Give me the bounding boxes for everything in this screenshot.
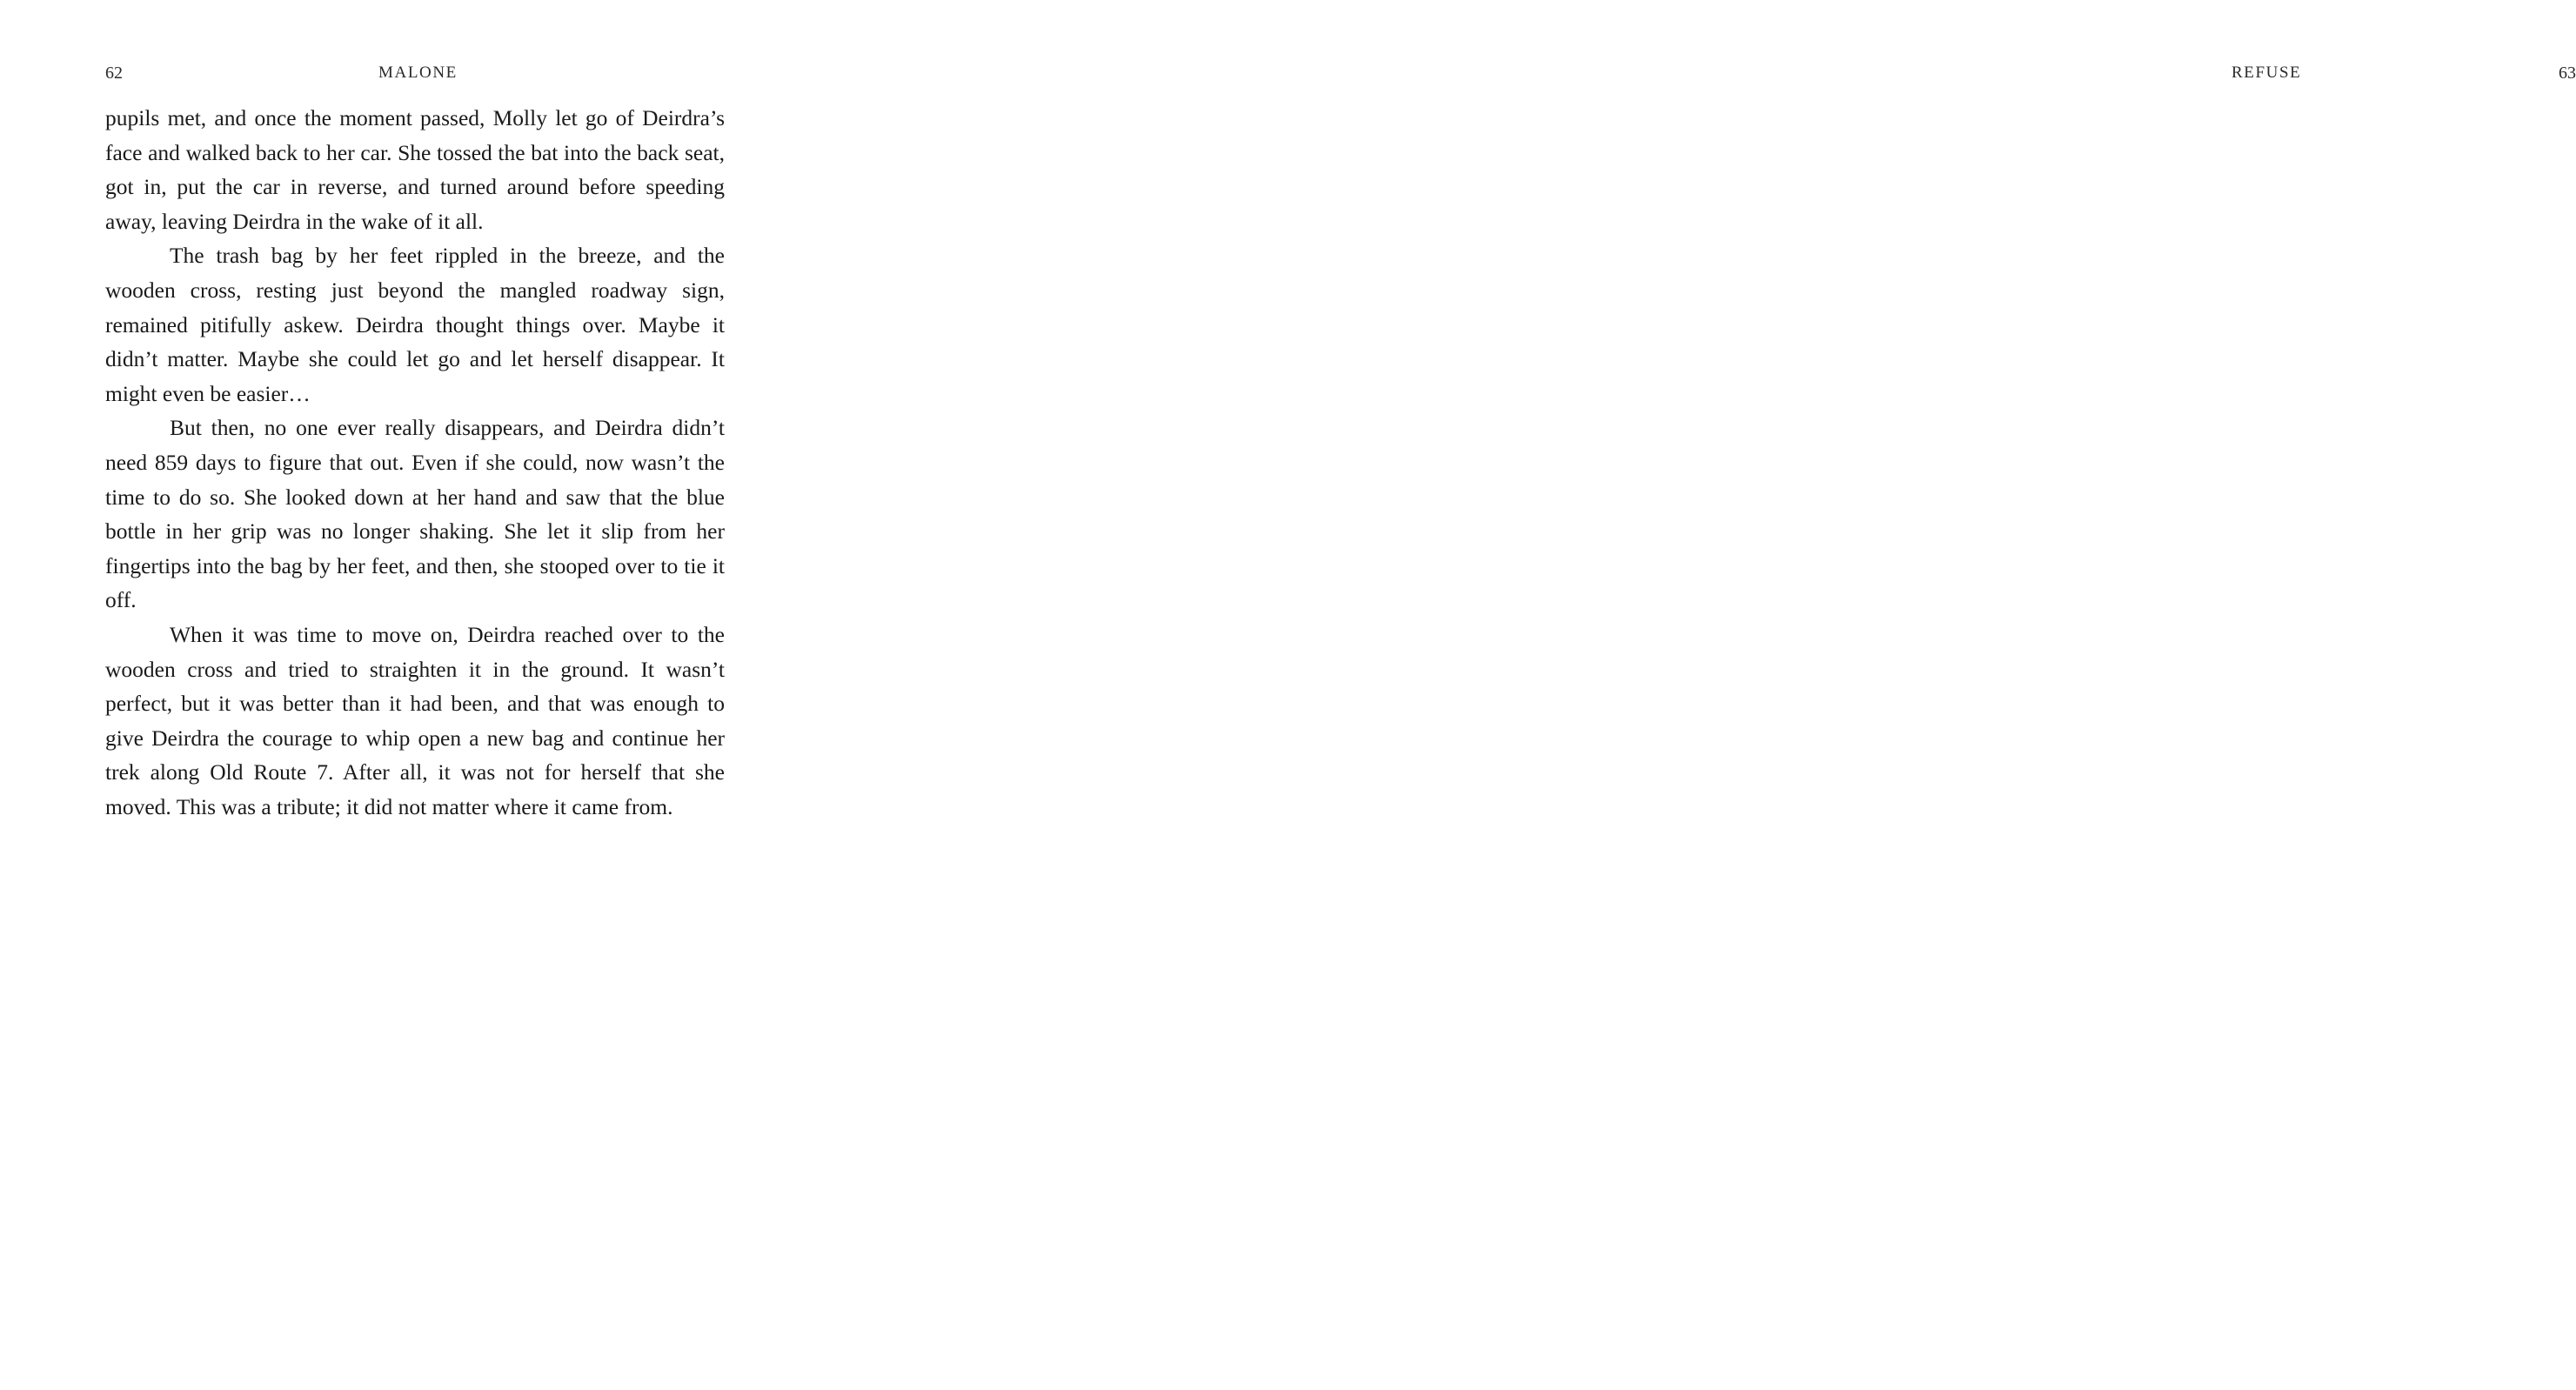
paragraph: But then, no one ever really disappears, and Deirdra didn’t need 859 days to figure that out. Even if she could, now wasn’t the time to do so. She looked down at her hand and saw that the blue bottle in her grip was no longer shaking. She let it slip from her fingertips into the bag by her feet, and then, she stooped over to tie it off. — [105, 415, 725, 613]
page-left — [0, 0, 891, 1390]
paragraph: The trash bag by her feet rippled in the breeze, and the wooden cross, resting just beyond the mangled roadway sign, remained pitifully askew. Deirdra thought things over. Maybe it didn’t matter. Maybe she could let go and let herself disappear. It might even be easier… — [105, 243, 725, 406]
page-right — [891, 0, 2576, 1390]
page-number-right: 63 — [2559, 63, 2576, 83]
running-head-left: MALONE — [378, 63, 458, 82]
running-head-right: REFUSE — [2231, 63, 2302, 82]
paragraph: When it was time to move on, Deirdra reached over to the wooden cross and tried to straighten it in the ground. It wasn’t perfect, but it was better than it had been, and that was enough to give Deirdra the courage to whip open a new bag and continue her trek along Old Route 7. After all, it was not for herself that she moved. This was a tribute; it did not matter where it came from. — [105, 621, 725, 819]
paragraph: pupils met, and once the moment passed, Molly let go of Deirdra’s face and walked back to her car. She tossed the bat into the back seat, got in, put the car in reverse, and turned around before speeding away, leaving Deirdra in the wake of it all. — [105, 105, 725, 234]
body-text-left — [105, 101, 725, 824]
page-number-left: 62 — [105, 63, 123, 83]
